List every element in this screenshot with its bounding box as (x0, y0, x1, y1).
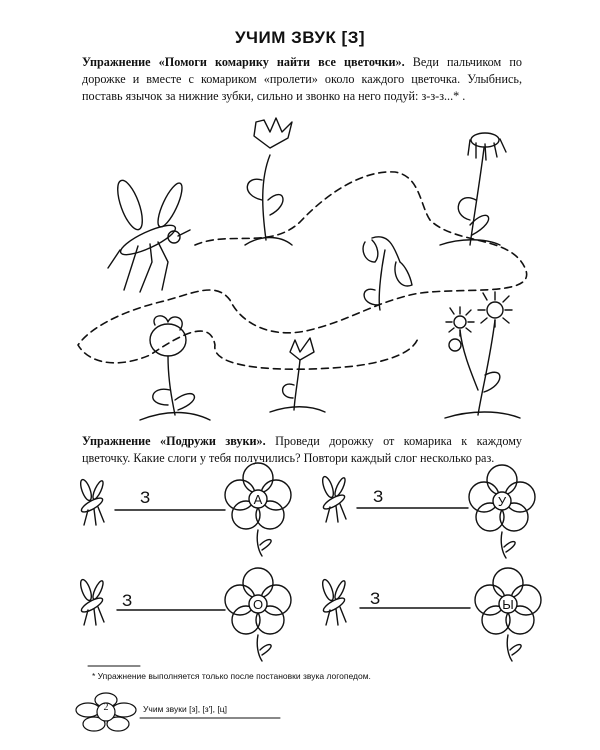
footnote: * Упражнение выполняется только после постановки звука логопедом. (92, 671, 371, 681)
exercise-1-instructions: Веди пальчиком по дорожке и вместе с комариком «пролети» около каждого цветочка. Улыбнись, поставь язычок за нижние зубки, сильно и звонко на него подуй: з-з-з...* . (82, 55, 522, 103)
flower-outline-icon (225, 463, 291, 556)
exercise-1-name: Упражнение «Помоги комарику найти все цветочки». (82, 55, 405, 69)
mosquito-small-icon (78, 478, 104, 525)
flower-outline-icon (225, 568, 291, 661)
mosquito-small-icon (320, 475, 346, 522)
consonant-label: З (140, 488, 151, 507)
page-number: 2 (103, 702, 109, 713)
exercise-1-text (82, 54, 522, 105)
flower-outline-icon (475, 568, 541, 661)
page-title: УЧИМ ЗВУК [З] (234, 28, 366, 47)
bluebell-icon (363, 237, 412, 310)
exercise-2-text (82, 433, 522, 467)
daisy-cluster-icon (445, 292, 520, 418)
consonant-label: З (122, 591, 133, 610)
exercise-2-instructions: Проведи дорожку от комарика к каждому цветочку. Какие слоги у тебя получились? Повтори каждый слог несколько раз. (82, 434, 522, 465)
flower-icon (270, 338, 325, 412)
vowel-label: Ы (502, 597, 514, 612)
vowel-label: А (253, 492, 263, 507)
running-footer: Учим звуки [з], [з'], [ц] (143, 704, 227, 714)
exercise-2-name: Упражнение «Подружи звуки». (82, 434, 266, 448)
flower-outline-icon (469, 465, 535, 558)
mosquito-icon (108, 177, 190, 292)
flower-icon (245, 118, 292, 245)
vowel-label: О (252, 597, 264, 612)
consonant-label: З (370, 589, 381, 608)
consonant-label: З (373, 487, 384, 506)
daisy-icon (440, 133, 506, 245)
vowel-label: У (497, 494, 507, 509)
mosquito-small-icon (78, 578, 104, 625)
mosquito-small-icon (320, 578, 346, 625)
